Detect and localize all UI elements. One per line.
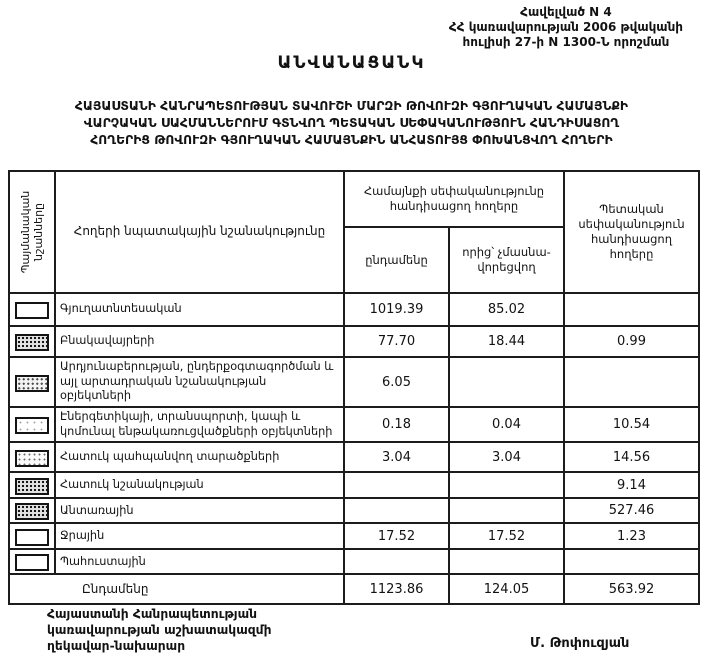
state-lands-column-header: Պետական սեփականություն հանդիսացող հողերը — [564, 171, 699, 293]
community-total-value: 0.18 — [344, 407, 449, 442]
non-privatized-value: 0.04 — [449, 407, 564, 442]
state-lands-value — [564, 293, 699, 326]
table-row — [9, 407, 699, 442]
appendix-note-line: ՀՀ կառավարության 2006 թվականի — [448, 20, 683, 34]
non-privatized-value: 85.02 — [449, 293, 564, 326]
appendix-note-line: հուլիսի 27-ի N 1300-Ն որոշման — [462, 35, 670, 49]
legend-symbol-cell — [9, 326, 55, 357]
state-lands-value — [564, 357, 699, 407]
table-row — [9, 472, 699, 498]
table-row — [9, 549, 699, 574]
subtitle-line: ՀԱՅԱՍՏԱՆԻ ՀԱՆՐԱՊԵՏՈՒԹՅԱՆ ՏԱՎՈՒՇԻ ՄԱՐԶԻ ԹՈՎՈՒԶԻ ԳՅՈՒՂԱԿԱՆ ՀԱՄԱՅՆՔԻ — [74, 99, 629, 113]
total-row-label: Ընդամենը — [9, 574, 344, 604]
land-category-label: Արդյունաբերության, ընդերքօգտագործման և այլ արտադրական նշանակության օբյեկտների — [55, 357, 344, 407]
page-title: ԱՆՎԱՆԱՑԱՆԿ — [277, 53, 426, 73]
state-lands-value: 14.56 — [564, 442, 699, 472]
land-category-label: Ջրային — [55, 523, 344, 549]
signatory-title-line: ղեկավար-նախարար — [47, 639, 186, 653]
table-row — [9, 357, 699, 407]
community-total-value: 6.05 — [344, 357, 449, 407]
legend-swatch-icon — [15, 450, 49, 467]
legend-swatch-icon — [15, 302, 49, 319]
legend-symbol-cell — [9, 407, 55, 442]
state-lands-value: 10.54 — [564, 407, 699, 442]
legend-swatch-icon — [15, 554, 49, 571]
legend-swatch-icon — [15, 503, 49, 520]
community-total-value: 77.70 — [344, 326, 449, 357]
document-subtitle — [0, 98, 703, 149]
land-category-label: Հատուկ նշանակության — [55, 472, 344, 498]
appendix-note-line: Հավելված N 4 — [520, 5, 612, 19]
state-lands-value: 9.14 — [564, 472, 699, 498]
total-non-privatized-value: 124.05 — [449, 574, 564, 604]
non-privatized-value: 3.04 — [449, 442, 564, 472]
appendix-note — [449, 5, 683, 50]
community-total-value: 17.52 — [344, 523, 449, 549]
table-row — [9, 293, 699, 326]
total-community-total-value: 1123.86 — [344, 574, 449, 604]
table-total-row — [9, 574, 699, 604]
legend-swatch-icon — [15, 417, 49, 434]
non-privatized-subheader: որից՝ չմասնա-վորեցվող — [449, 227, 564, 293]
state-lands-value: 1.23 — [564, 523, 699, 549]
legend-symbol-cell — [9, 472, 55, 498]
legend-symbol-cell — [9, 549, 55, 574]
land-transfer-table — [8, 170, 700, 605]
legend-symbol-cell — [9, 357, 55, 407]
non-privatized-value — [449, 549, 564, 574]
state-lands-value: 527.46 — [564, 498, 699, 523]
state-lands-value: 0.99 — [564, 326, 699, 357]
table-row — [9, 523, 699, 549]
legend-symbol-cell — [9, 442, 55, 472]
legend-symbol-cell — [9, 523, 55, 549]
signatory-title-line: կառավարության աշխատակազմի — [47, 623, 272, 637]
non-privatized-value — [449, 498, 564, 523]
land-category-label: Անտառային — [55, 498, 344, 523]
table-row — [9, 498, 699, 523]
community-lands-group-header: Համայնքի սեփականությունը հանդիսացող հողերը — [344, 171, 564, 227]
legend-symbol-cell — [9, 498, 55, 523]
land-category-label: Էներգետիկայի, տրանսպորտի, կապի և կոմունալ ենթակառուցվածքների օբյեկտների — [55, 407, 344, 442]
subtitle-line: ՎԱՐՉԱԿԱՆ ՍԱՀՄԱՆՆԵՐՈՒՄ ԳՏՆՎՈՂ ՊԵՏԱԿԱՆ ՍԵՓԱԿԱՆՈՒԹՅՈՒՆ ՀԱՆԴԻՍԱՑՈՂ — [83, 116, 620, 130]
non-privatized-value: 17.52 — [449, 523, 564, 549]
signatory-title-line: Հայաստանի Հանրապետության — [47, 607, 258, 621]
purpose-column-header: Հողերի նպատակային նշանակությունը — [55, 171, 344, 293]
state-lands-value — [564, 549, 699, 574]
legend-swatch-icon — [15, 375, 49, 392]
legend-swatch-icon — [15, 529, 49, 546]
community-total-value: 3.04 — [344, 442, 449, 472]
table-header-row — [9, 171, 699, 227]
community-total-value: 1019.39 — [344, 293, 449, 326]
signatory-title-block — [47, 606, 271, 654]
community-total-subheader: ընդամենը — [344, 227, 449, 293]
community-total-value — [344, 472, 449, 498]
community-total-value — [344, 498, 449, 523]
total-state-lands-value: 563.92 — [564, 574, 699, 604]
land-category-label: Պահուստային — [55, 549, 344, 574]
signatory-name: Մ. Թոփուզյան — [530, 636, 630, 651]
legend-swatch-icon — [15, 478, 49, 495]
symbols-column-header-label: Պայմանական նշանները — [18, 190, 45, 274]
non-privatized-value — [449, 357, 564, 407]
legend-symbol-cell — [9, 293, 55, 326]
table-row — [9, 442, 699, 472]
land-category-label: Հատուկ պահպանվող տարածքների — [55, 442, 344, 472]
table-row — [9, 326, 699, 357]
subtitle-line: ՀՈՂԵՐԻՑ ԹՈՎՈՒԶԻ ԳՅՈՒՂԱԿԱՆ ՀԱՄԱՅՆՔԻՆ ԱՆՀԱՏՈՒՅՑ ՓՈԽԱՆՑՎՈՂ ՀՈՂԵՐԻ — [90, 133, 613, 147]
land-category-label: Բնակավայրերի — [55, 326, 344, 357]
non-privatized-value — [449, 472, 564, 498]
non-privatized-value: 18.44 — [449, 326, 564, 357]
legend-swatch-icon — [15, 334, 49, 351]
land-category-label: Գյուղատնտեսական — [55, 293, 344, 326]
community-total-value — [344, 549, 449, 574]
symbols-column-header — [9, 171, 55, 293]
